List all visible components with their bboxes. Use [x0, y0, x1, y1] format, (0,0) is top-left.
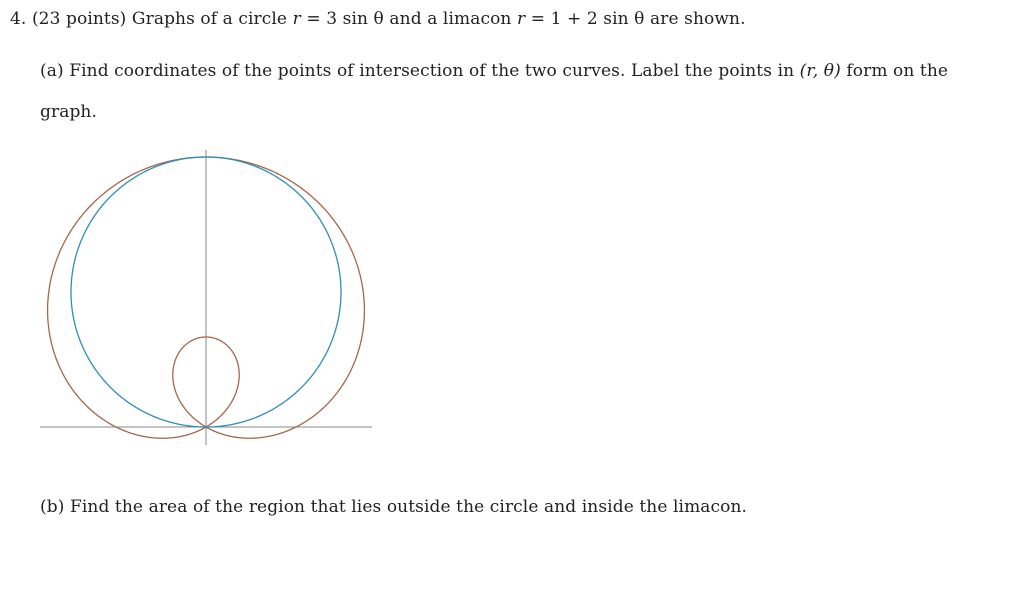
circle-eq-rhs: = 3 sin θ — [306, 9, 384, 29]
problem-points: (23 points) — [31, 9, 127, 29]
heading-prefix: Graphs of a circle — [131, 9, 288, 29]
part-b-question: Find the area of the region that lies outside the circle and inside the limacon. — [69, 497, 748, 517]
part-a-label: (a) — [40, 61, 64, 81]
polar-coords: (r, θ) — [799, 61, 841, 81]
problem-number: 4. — [10, 9, 27, 29]
part-a-line1: Find coordinates of the points of intersection of the two curves. Label the points in — [69, 61, 795, 81]
circle-eq-lhs: r — [292, 9, 301, 29]
heading-suffix: are shown. — [650, 9, 746, 29]
part-b-label: (b) — [40, 497, 65, 517]
limacon-eq-rhs: = 1 + 2 sin θ — [530, 9, 645, 29]
part-a-line2: graph. — [40, 102, 97, 122]
and-text: and a limacon — [389, 9, 512, 29]
part-a-line1-tail: form on the — [846, 61, 949, 81]
part-b-text — [40, 496, 747, 518]
limacon-eq-lhs: r — [516, 9, 526, 29]
